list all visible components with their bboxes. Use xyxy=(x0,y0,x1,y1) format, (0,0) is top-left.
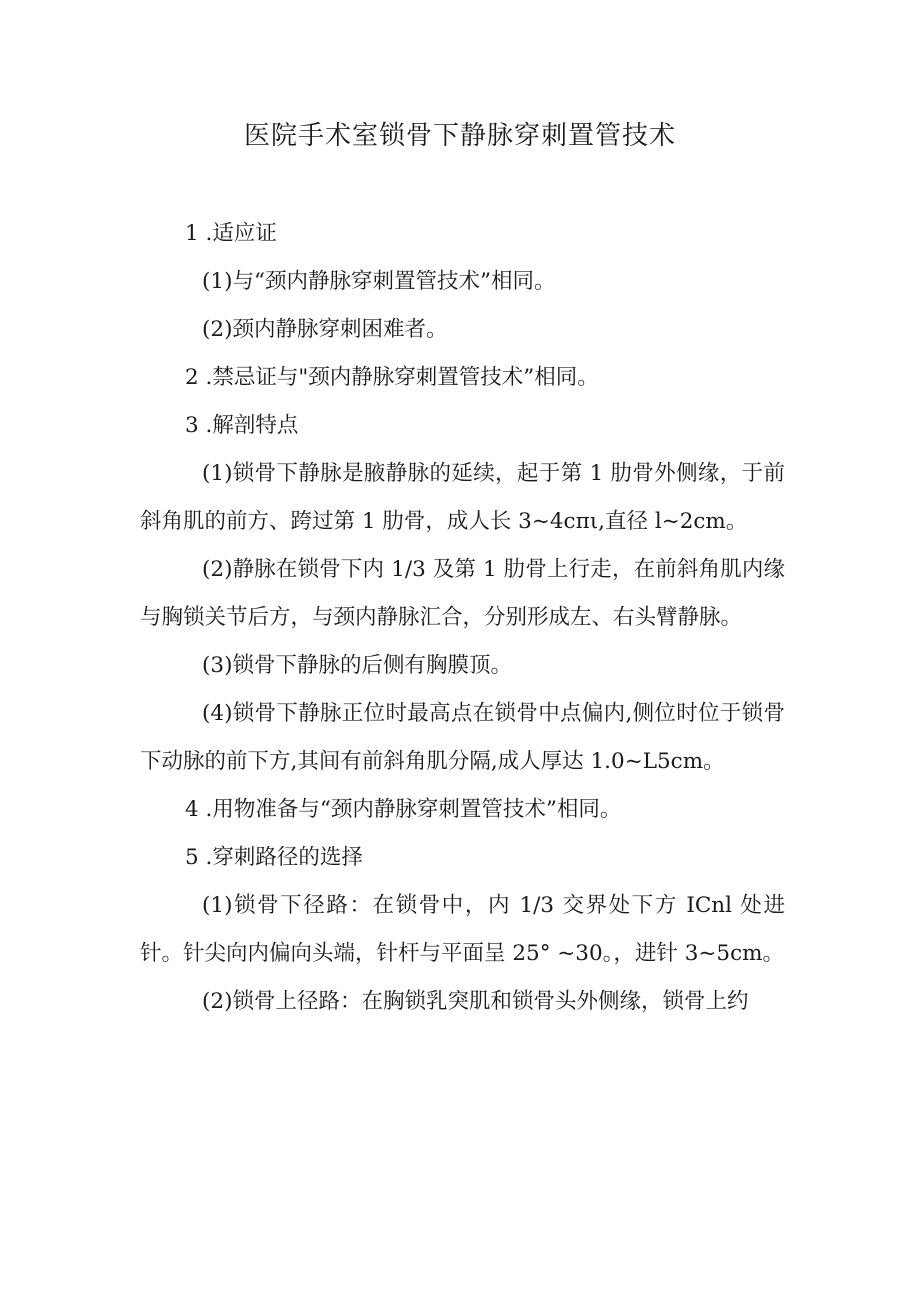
paragraph: (2)颈内静脉穿刺困难者。 xyxy=(202,317,448,342)
paragraph: (2)静脉在锁骨下内 1/3 及第 1 肋骨上行走，在前斜角肌内缘与胸锁关节后方，与颈内静脉汇合，分别形成左、右头臂静脉。 xyxy=(140,557,785,630)
paragraph: (1)与“颈内静脉穿刺置管技术”相同。 xyxy=(202,269,556,294)
section-heading-supplies: 4 .用物准备与“颈内静脉穿刺置管技术”相同。 xyxy=(185,797,622,822)
document-body xyxy=(140,210,785,1026)
document-title: 医院手术室锁骨下静脉穿刺置管技术 xyxy=(243,121,676,151)
paragraph: (4)锁骨下静脉正位时最高点在锁骨中点偏内,侧位时位于锁骨下动脉的前下方,其间有前斜角肌分隔,成人厚达 1.0~L5cm。 xyxy=(140,701,785,774)
section-heading-indications: 1 .适应证 xyxy=(185,221,277,246)
section-heading-anatomy: 3 .解剖特点 xyxy=(185,413,299,438)
paragraph: (3)锁骨下静脉的后侧有胸膜顶。 xyxy=(202,653,512,678)
section-heading-contraindications: 2 .禁忌证与"颈内静脉穿刺置管技术”相同。 xyxy=(185,365,599,390)
paragraph: (1)锁骨下静脉是腋静脉的延续，起于第 1 肋骨外侧缘，于前斜角肌的前方、跨过第 1 肋骨，成人长 3~4cπι,直径 l~2cm。 xyxy=(140,461,785,534)
paragraph: (2)锁骨上径路：在胸锁乳突肌和锁骨头外侧缘，锁骨上约 xyxy=(202,989,749,1014)
paragraph: (1)锁骨下径路：在锁骨中，内 1/3 交界处下方 ICnl 处进针。针尖向内偏向头端，针杆与平面呈 25° ~30。，进针 3~5cm。 xyxy=(140,893,785,966)
section-heading-route-selection: 5 .穿刺路径的选择 xyxy=(185,845,363,870)
